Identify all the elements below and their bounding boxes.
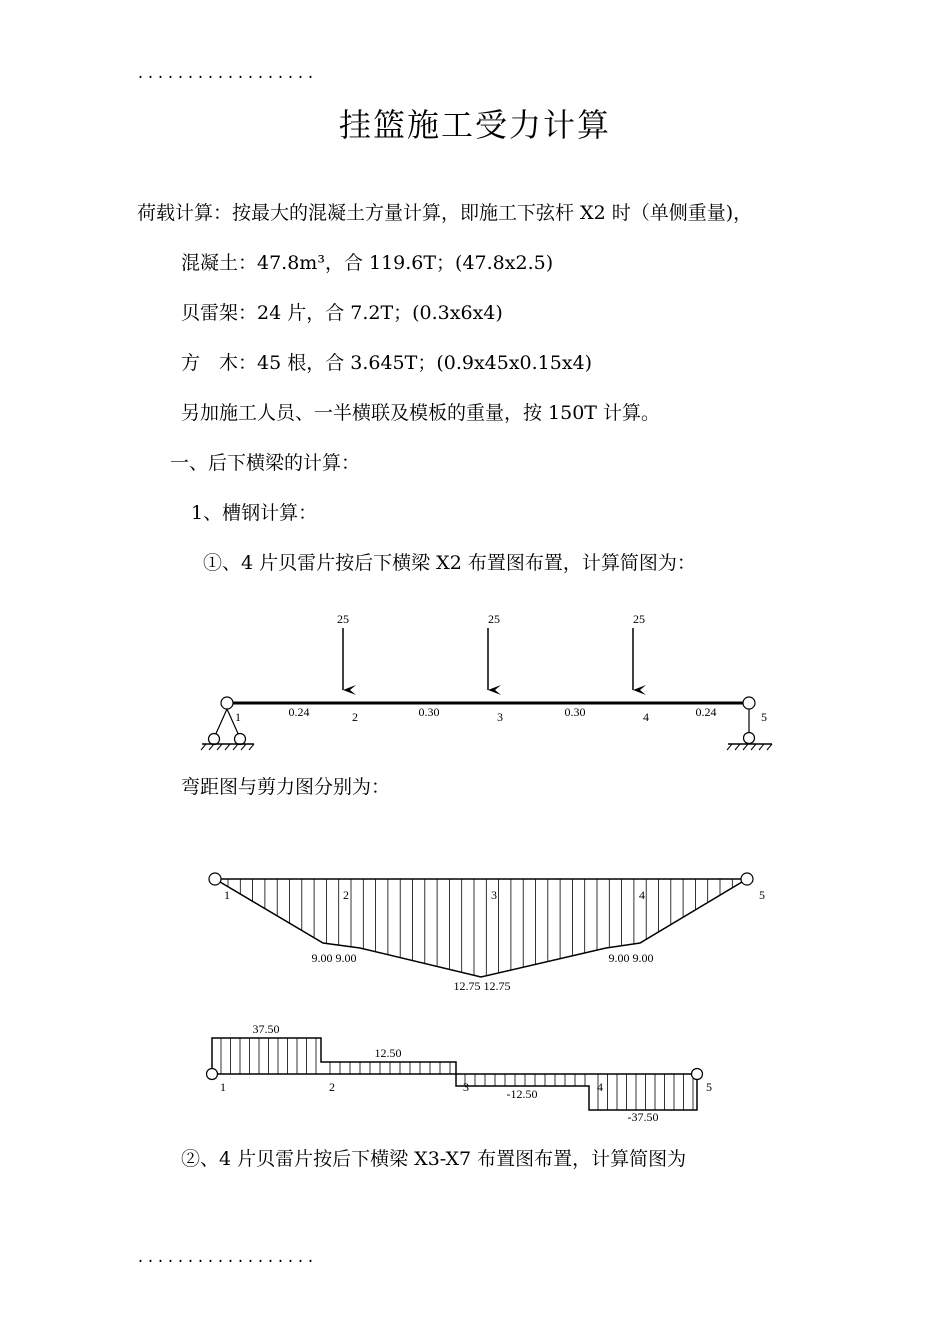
node-label: 3 <box>491 888 497 902</box>
node-label: 4 <box>597 1080 603 1094</box>
page-title: 挂篮施工受力计算 <box>338 106 611 144</box>
moment-value-label: 12.75 12.75 <box>453 979 511 993</box>
shear-diagram <box>207 1022 713 1124</box>
right-hinge-icon <box>741 873 753 885</box>
paragraph-bailey: 贝雷架：24 片，合 7.2T；(0.3x6x4) <box>181 302 503 324</box>
left-hinge-icon <box>209 873 221 885</box>
paragraph-load-calc: 荷载计算：按最大的混凝土方量计算，即施工下弦杆 X2 时（单侧重量)， <box>137 202 753 224</box>
span-label: 0.30 <box>564 705 586 719</box>
paragraph-case-1: ①、4 片贝雷片按后下横梁 X2 布置图布置，计算简图为： <box>203 552 696 574</box>
paragraph-timber: 方 木：45 根，合 3.645T；(0.9x45x0.15x4) <box>181 352 593 374</box>
node-label: 3 <box>497 710 503 724</box>
shear-value-label: 12.50 <box>374 1046 402 1060</box>
shear-value-label: -37.50 <box>627 1110 659 1124</box>
moment-value-label: 9.00 9.00 <box>608 951 654 965</box>
node-label: 4 <box>643 710 649 724</box>
paragraph-extra-load: 另加施工人员、一半横联及模板的重量，按 150T 计算。 <box>181 402 661 424</box>
paragraph-case-2: ②、4 片贝雷片按后下横梁 X3-X7 布置图布置，计算简图为 <box>181 1148 687 1170</box>
node-label: 2 <box>329 1080 335 1094</box>
node-label: 5 <box>761 710 767 724</box>
right-hinge-icon <box>692 1069 703 1080</box>
moment-diagram <box>209 873 765 993</box>
load-label: 25 <box>488 612 500 626</box>
moment-value-label: 9.00 9.00 <box>311 951 357 965</box>
shear-value-label: -12.50 <box>506 1087 538 1101</box>
left-hinge-icon <box>221 697 233 709</box>
span-label: 0.30 <box>418 705 440 719</box>
node-label: 2 <box>352 710 358 724</box>
beam-sketch <box>201 612 772 750</box>
shear-value-label: 37.50 <box>252 1022 280 1036</box>
node-label: 5 <box>759 888 765 902</box>
right-hinge-icon <box>743 697 755 709</box>
header-dots: .................. <box>136 66 317 83</box>
node-label: 3 <box>463 1080 469 1094</box>
load-label: 25 <box>633 612 645 626</box>
node-label: 1 <box>224 888 230 902</box>
node-label: 4 <box>639 888 645 902</box>
paragraph-concrete: 混凝土：47.8m³，合 119.6T；(47.8x2.5) <box>181 252 554 274</box>
span-label: 0.24 <box>288 705 310 719</box>
node-label: 2 <box>343 888 349 902</box>
moment-curve <box>215 879 747 977</box>
paragraph-diagrams: 弯距图与剪力图分别为： <box>181 776 391 798</box>
node-label: 5 <box>706 1080 712 1094</box>
left-hinge-icon <box>207 1069 218 1080</box>
section-heading: 一、后下横梁的计算： <box>170 452 361 474</box>
span-label: 0.24 <box>695 705 717 719</box>
node-label: 1 <box>220 1080 226 1094</box>
subsection-heading: 1、槽钢计算： <box>191 502 318 524</box>
load-label: 25 <box>337 612 349 626</box>
node-label: 1 <box>235 710 241 724</box>
footer-dots: .................. <box>136 1250 317 1267</box>
